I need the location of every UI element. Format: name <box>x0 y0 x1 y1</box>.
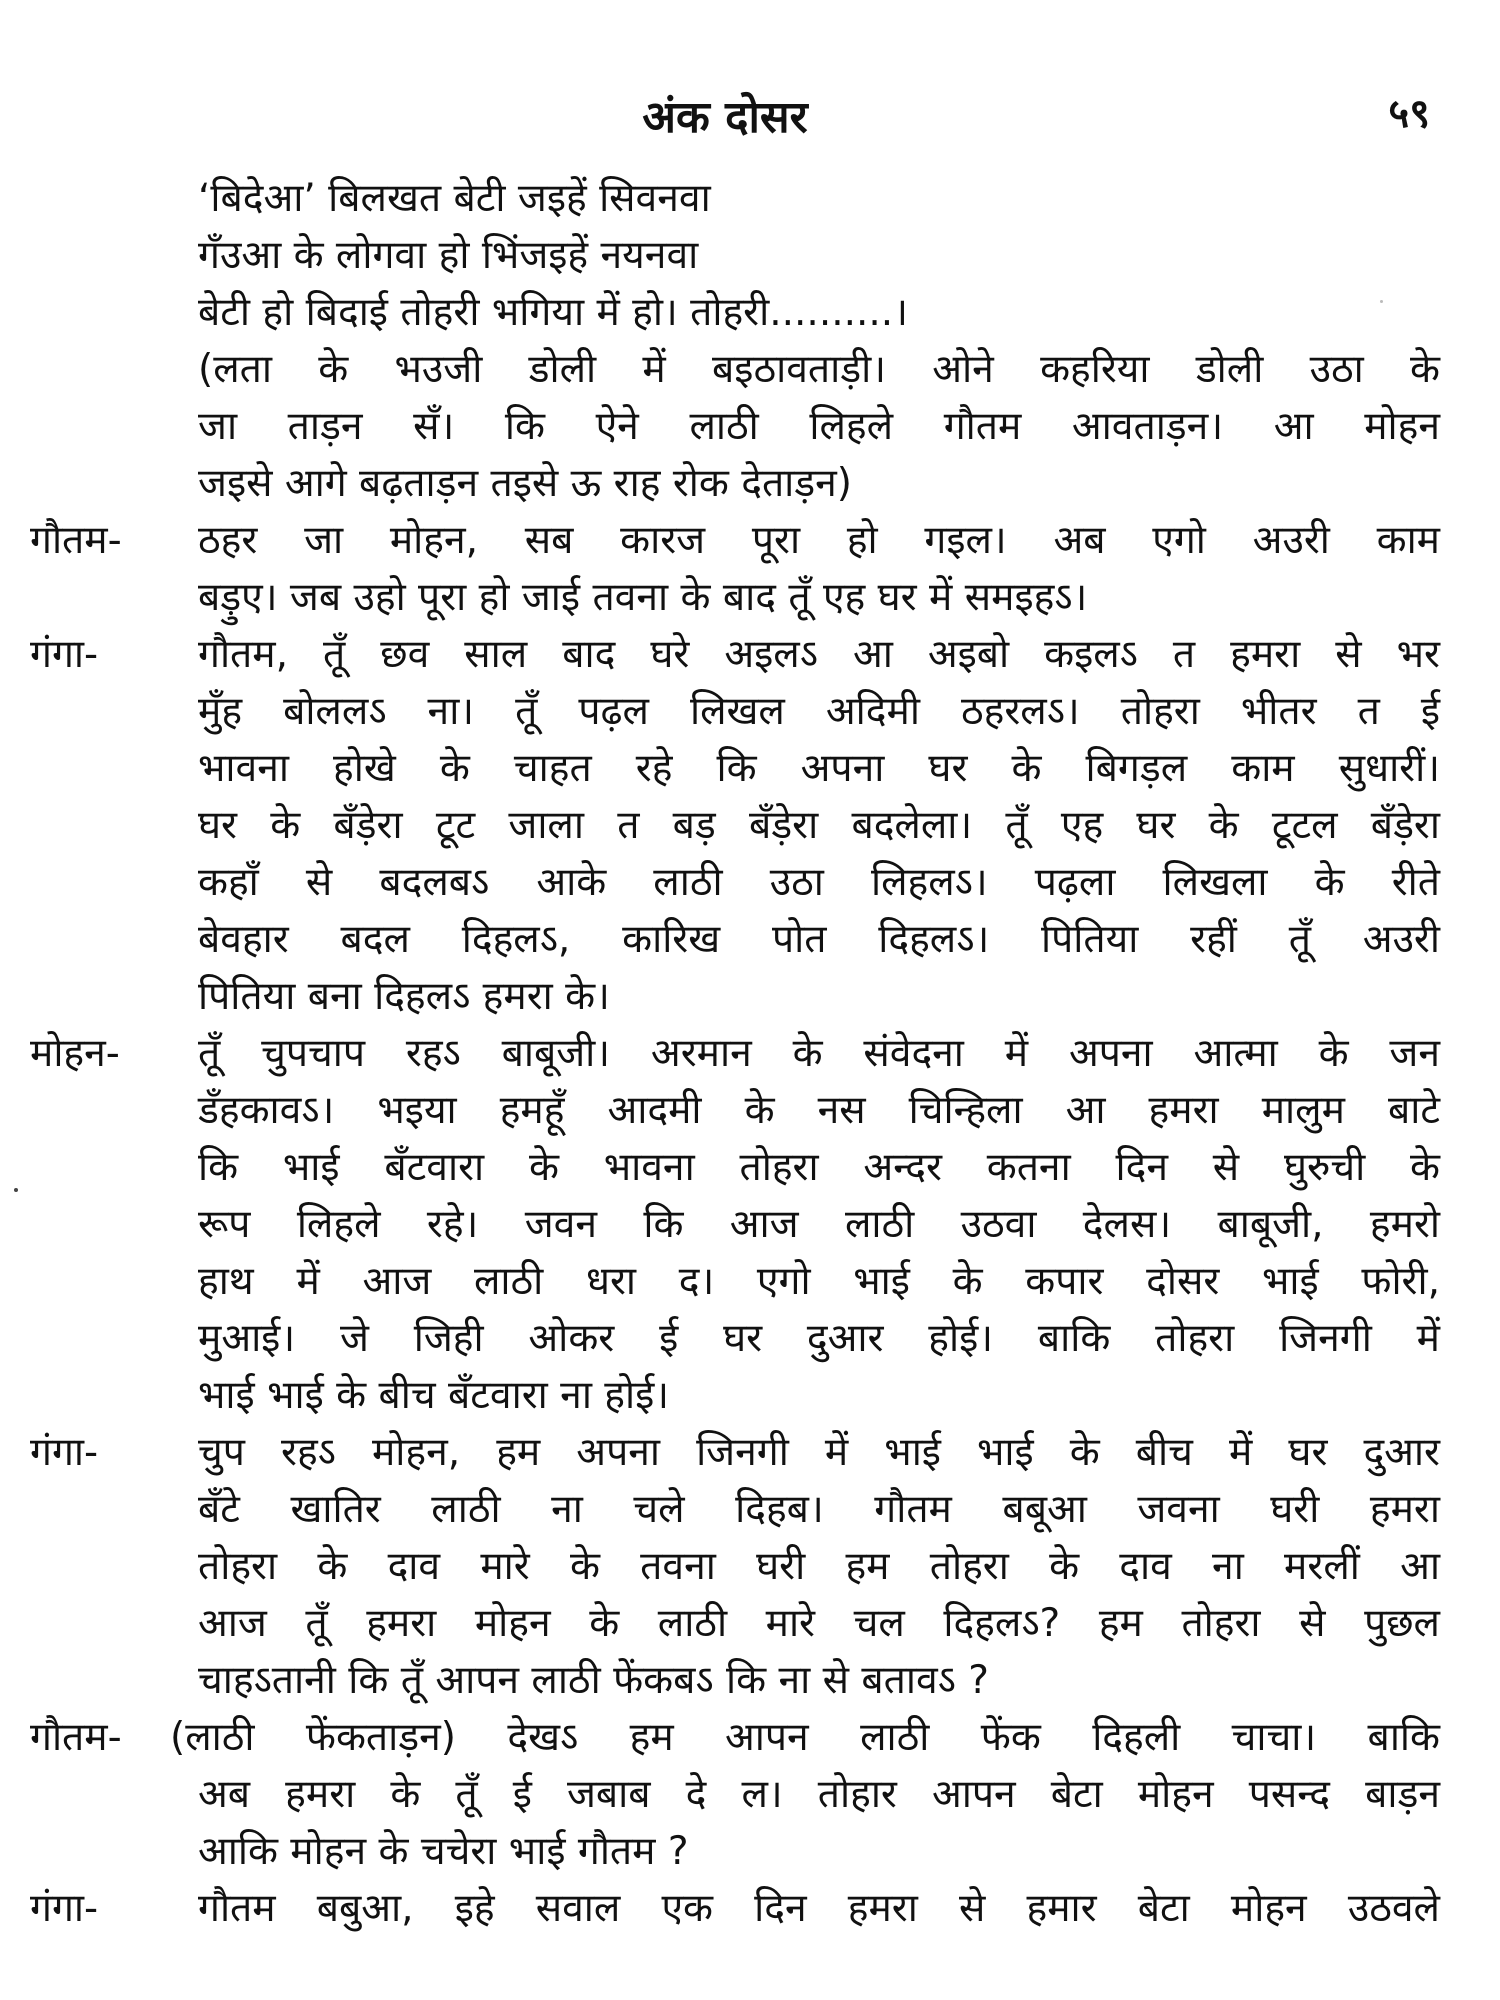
dialogue-line: कहाँ से बदलबऽ आके लाठी उठा लिहलऽ। पढ़ला लिखला के रीते <box>198 860 1440 905</box>
dialogue-line: मुँह बोललऽ ना। तूँ पढ़ल लिखल अदिमी ठहरलऽ। तोहरा भीतर त ई <box>198 689 1440 734</box>
dialogue-line: मुआई। जे जिही ओकर ई घर दुआर होई। बाकि तोहरा जिनगी में <box>198 1316 1440 1361</box>
direction-line: (लता के भउजी डोली में बइठावताड़ी। ओने कहरिया डोली उठा के <box>198 347 1440 392</box>
dialogue-block <box>30 1709 1440 1766</box>
song-verse <box>30 170 1440 341</box>
stage-direction <box>30 341 1440 512</box>
dialogue-line: घर के बँड़ेरा टूट जाला त बड़ बँड़ेरा बदलेला। तूँ एह घर के टूटल बँड़ेरा <box>198 803 1440 848</box>
direction-line: जइसे आगे बढ़ताड़न तइसे ऊ राह रोक देताड़न) <box>198 461 853 506</box>
dialogue-line: बड़ुए। जब उहो पूरा हो जाई तवना के बाद तूँ एह घर में समइहऽ। <box>198 575 1088 620</box>
verse-line: बेटी हो बिदाई तोहरी भगिया में हो। तोहरी..........। <box>198 290 908 335</box>
dialogue-line: तोहरा के दाव मारे के तवना घरी हम तोहरा के दाव ना मरलीं आ <box>198 1544 1440 1589</box>
dialogue-lines <box>170 1709 1440 1766</box>
verse-line: ‘बिदेआ’ बिलखत बेटी जइहें सिवनवा <box>198 176 711 221</box>
verse-line: गँउआ के लोगवा हो भिंजइहें नयनवा <box>198 233 699 278</box>
scan-speck <box>14 1188 18 1192</box>
page-number: ५९ <box>1388 91 1430 137</box>
dialogue-lines <box>198 512 1440 626</box>
dialogue-lines <box>198 1025 1440 1424</box>
dialogue-lines <box>198 1880 1440 1937</box>
dialogue-block <box>30 1880 1440 1937</box>
dialogue-lines <box>198 1424 1440 1709</box>
dialogue-line: बेवहार बदल दिहलऽ, कारिख पोत दिहलऽ। पितिया रहीं तूँ अउरी <box>198 917 1440 962</box>
dialogue-line: हाथ में आज लाठी धरा द। एगो भाई के कपार दोसर भाई फोरी, <box>198 1259 1440 1304</box>
dialogue-line: अब हमरा के तूँ ई जबाब दे ल। तोहार आपन बेटा मोहन पसन्द बाड़न <box>198 1772 1440 1817</box>
dialogue-line: गौतम, तूँ छव साल बाद घरे अइलऽ आ अइबो कइलऽ त हमरा से भर <box>198 632 1440 677</box>
dialogue-line: रूप लिहले रहे। जवन कि आज लाठी उठवा देलस। बाबूजी, हमरो <box>198 1202 1440 1247</box>
dialogue-lines <box>198 1766 1440 1880</box>
speaker-name: मोहन- <box>30 1031 120 1076</box>
dialogue-line: (लाठी फेंकताड़न) देखऽ हम आपन लाठी फेंक दिहली चाचा। बाकि <box>170 1715 1440 1760</box>
dialogue-line: भावना होखे के चाहत रहे कि अपना घर के बिगड़ल काम सुधारीं। <box>198 746 1440 791</box>
dialogue-block <box>30 1025 1440 1424</box>
speaker-name: गंगा- <box>30 1886 99 1931</box>
scan-speck <box>1380 300 1383 303</box>
dialogue-line: भाई भाई के बीच बँटवारा ना होई। <box>198 1373 670 1418</box>
dialogue-line: डँहकावऽ। भइया हमहूँ आदमी के नस चिन्हिला आ हमरा मालुम बाटे <box>198 1088 1440 1133</box>
dialogue-line: ठहर जा मोहन, सब कारज पूरा हो गइल। अब एगो अउरी काम <box>198 518 1440 563</box>
speaker-name: गंगा- <box>30 632 99 677</box>
dialogue-line: पितिया बना दिहलऽ हमरा के। <box>198 974 610 1019</box>
verse-lines <box>198 170 1440 341</box>
dialogue-line: चाहऽतानी कि तूँ आपन लाठी फेंकबऽ कि ना से बतावऽ ? <box>198 1658 989 1703</box>
dialogue-line: तूँ चुपचाप रहऽ बाबूजी। अरमान के संवेदना में अपना आत्मा के जन <box>198 1031 1440 1076</box>
dialogue-line: आज तूँ हमरा मोहन के लाठी मारे चल दिहलऽ? हम तोहरा से पुछल <box>198 1601 1440 1646</box>
dialogue-line: कि भाई बँटवारा के भावना तोहरा अन्दर कतना दिन से घुरुची के <box>198 1145 1440 1190</box>
dialogue-lines <box>198 626 1440 1025</box>
speaker-name: गौतम- <box>30 518 122 563</box>
direction-line: जा ताड़न सँ। कि ऐने लाठी लिहले गौतम आवताड़न। आ मोहन <box>198 404 1440 449</box>
direction-lines <box>198 341 1440 512</box>
dialogue-continuation <box>30 1766 1440 1880</box>
speaker-name: गंगा- <box>30 1430 99 1475</box>
dialogue-line: बँटे खातिर लाठी ना चले दिहब। गौतम बबूआ जवना घरी हमरा <box>198 1487 1440 1532</box>
dialogue-block <box>30 1424 1440 1709</box>
dialogue-block <box>30 512 1440 626</box>
dialogue-line: आकि मोहन के चचेरा भाई गौतम ? <box>198 1829 689 1874</box>
speaker-name: गौतम- <box>30 1715 122 1760</box>
play-text <box>30 170 1440 1937</box>
page-title: अंक दोसर <box>642 92 808 143</box>
dialogue-line: गौतम बबुआ, इहे सवाल एक दिन हमरा से हमार बेटा मोहन उठवले <box>198 1886 1440 1931</box>
dialogue-line: चुप रहऽ मोहन, हम अपना जिनगी में भाई भाई के बीच में घर दुआर <box>198 1430 1440 1475</box>
dialogue-block <box>30 626 1440 1025</box>
